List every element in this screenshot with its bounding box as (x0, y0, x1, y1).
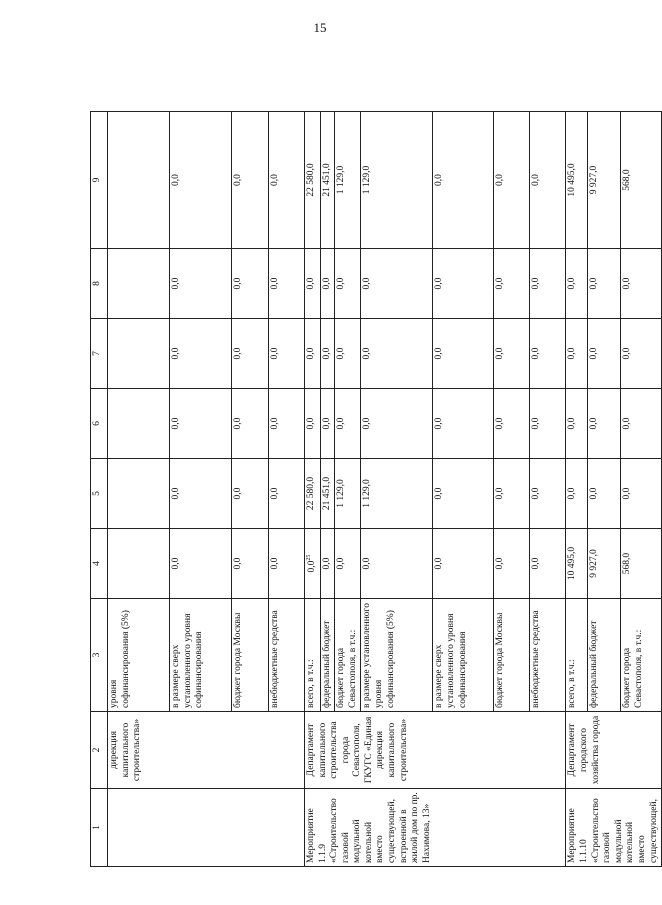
value-cell: 0,0 (232, 112, 269, 249)
funding-source-cell: внебюджетные средства (269, 599, 305, 712)
value-cell: 0,0 (530, 319, 566, 389)
value-cell: 22 580,0 (305, 112, 321, 249)
value-cell: 0,0 (530, 389, 566, 459)
value-cell: 0,0 (621, 319, 662, 389)
funding-source-cell: бюджет города Москвы (232, 599, 269, 712)
value-cell: 1 129,0 (361, 459, 433, 529)
measure-cell: Мероприятие 1.1.9 «Строительство газовой модульной котельной вместо существующей, встроенной в жилой дом по пр. Нахимова, 13» (305, 789, 566, 867)
value-cell: 0,0 (269, 112, 305, 249)
value-cell: 0,0 (170, 459, 232, 529)
value-cell: 22 580,0 (305, 459, 321, 529)
page-number: 15 (313, 20, 327, 35)
funding-source-cell: в размере сверх установленного уровня софинансирования (433, 599, 494, 712)
column-header: 5 (91, 459, 108, 529)
value-cell: 21 451,0 (320, 112, 335, 249)
budget-table (90, 111, 662, 867)
value-cell: 0,0 (588, 389, 621, 459)
value-cell: 0,0 (170, 249, 232, 319)
value-cell: 0,0 (232, 319, 269, 389)
value-cell: 0,0 (433, 249, 494, 319)
value-cell: 0,0 (433, 529, 494, 599)
funding-source-cell: федеральный бюджет (588, 599, 621, 712)
value-cell: 0,0 (530, 529, 566, 599)
column-header: 1 (91, 789, 108, 867)
table-header-row (91, 112, 108, 867)
value-cell (108, 389, 170, 459)
value-cell: 0,0 (566, 249, 588, 319)
table-row (566, 112, 588, 867)
executor-cell: Департамент городского хозяйства города (566, 712, 662, 789)
value-cell: 0,0 (361, 389, 433, 459)
value-cell: 0,0 (588, 319, 621, 389)
value-cell: 0,0 (530, 459, 566, 529)
value-cell (108, 529, 170, 599)
funding-source-cell: бюджет города Севастополя, в т.ч.: (621, 599, 662, 712)
value-cell: 0,0 (269, 459, 305, 529)
value-cell: 9 927,0 (588, 112, 621, 249)
funding-source-cell: всего, в т.ч.: (305, 599, 321, 712)
value-cell: 0,0 (232, 459, 269, 529)
column-header: 9 (91, 112, 108, 249)
value-cell: 0,0 (530, 112, 566, 249)
value-cell: 0,0 (305, 249, 321, 319)
value-cell: 0,0 (232, 249, 269, 319)
value-cell: 0,0 (305, 319, 321, 389)
rotated-table-wrapper (90, 112, 659, 867)
value-cell: 0,0 (170, 389, 232, 459)
value-cell: 0,0 (566, 459, 588, 529)
value-cell: 0,0 (269, 389, 305, 459)
value-cell: 0,0 (269, 529, 305, 599)
footnote-marker: 25 (306, 554, 312, 561)
value-cell: 10 495,0 (566, 112, 588, 249)
value-text: 0,0 (307, 560, 318, 573)
value-cell: 0,0 (232, 389, 269, 459)
value-cell: 0,0 (433, 319, 494, 389)
value-cell: 0,0 (361, 249, 433, 319)
value-cell: 0,0 (320, 389, 335, 459)
value-cell: 0,0 (335, 529, 361, 599)
value-cell: 0,0 (494, 529, 530, 599)
value-cell: 0,0 (170, 319, 232, 389)
column-header: 4 (91, 529, 108, 599)
value-cell: 0,0 (269, 319, 305, 389)
value-cell: 0,0 (232, 529, 269, 599)
executor-cell: Департамент капитального строительства города Севастополя, ГКУГС «Единая дирекция капитального строительства» (305, 712, 566, 789)
value-cell: 0,0 (305, 389, 321, 459)
funding-source-cell: бюджет города Москвы (494, 599, 530, 712)
column-header: 7 (91, 319, 108, 389)
funding-source-cell: бюджет города Севастополя, в т.ч.: (335, 599, 361, 712)
value-cell: 0,0 (530, 249, 566, 319)
value-cell (108, 112, 170, 249)
executor-cell: дирекция капитального строительства» (108, 712, 305, 789)
value-cell: 0,0 (494, 319, 530, 389)
funding-source-cell: в размере установленного уровня софинансирования (5%) (361, 599, 433, 712)
value-cell: 0,0 (588, 249, 621, 319)
value-cell: 0,0 (433, 112, 494, 249)
value-cell: 0,0 (494, 249, 530, 319)
value-cell: 0,0 (566, 319, 588, 389)
value-cell (108, 319, 170, 389)
value-cell: 0,0 (320, 249, 335, 319)
value-cell: 0,0 (320, 319, 335, 389)
value-cell (108, 249, 170, 319)
value-cell: 0,0 (361, 529, 433, 599)
value-cell: 0,0 (433, 459, 494, 529)
value-cell: 0,0 (621, 459, 662, 529)
value-cell: 0,0 (320, 529, 335, 599)
value-cell: 10 495,0 (566, 529, 588, 599)
funding-source-cell: федеральный бюджет (320, 599, 335, 712)
table-row (305, 112, 321, 867)
value-cell: 0,0 (335, 249, 361, 319)
column-header: 2 (91, 712, 108, 789)
measure-cell (108, 789, 305, 867)
value-cell: 0,0 (335, 319, 361, 389)
column-header: 3 (91, 599, 108, 712)
value-cell: 0,0 (335, 389, 361, 459)
value-cell: 0,0 (621, 249, 662, 319)
funding-source-cell: в размере сверх установленного уровня софинансирования (170, 599, 232, 712)
value-cell: 21 451,0 (320, 459, 335, 529)
value-cell: 0,0 (566, 389, 588, 459)
column-header: 8 (91, 249, 108, 319)
value-cell: 1 129,0 (361, 112, 433, 249)
value-cell (305, 529, 321, 599)
value-cell: 0,0 (588, 459, 621, 529)
value-cell: 0,0 (170, 529, 232, 599)
column-header: 6 (91, 389, 108, 459)
value-cell: 0,0 (621, 389, 662, 459)
value-cell: 0,0 (170, 112, 232, 249)
funding-source-cell: всего, в т.ч.: (566, 599, 588, 712)
value-cell: 0,0 (269, 249, 305, 319)
value-cell: 0,0 (494, 389, 530, 459)
value-cell: 568,0 (621, 529, 662, 599)
value-cell: 0,0 (361, 319, 433, 389)
value-cell: 0,0 (433, 389, 494, 459)
value-cell: 1 129,0 (335, 459, 361, 529)
value-cell: 1 129,0 (335, 112, 361, 249)
value-cell: 0,0 (494, 112, 530, 249)
table-row (108, 112, 170, 867)
funding-source-cell: внебюджетные средства (530, 599, 566, 712)
value-cell: 0,0 (494, 459, 530, 529)
value-cell: 568,0 (621, 112, 662, 249)
measure-cell: Мероприятие 1.1.10 «Строительство газовой модульной котельной вместо существующей, (566, 789, 662, 867)
value-cell (108, 459, 170, 529)
funding-source-cell: уровня софинансирования (5%) (108, 599, 170, 712)
value-cell: 9 927,0 (588, 529, 621, 599)
